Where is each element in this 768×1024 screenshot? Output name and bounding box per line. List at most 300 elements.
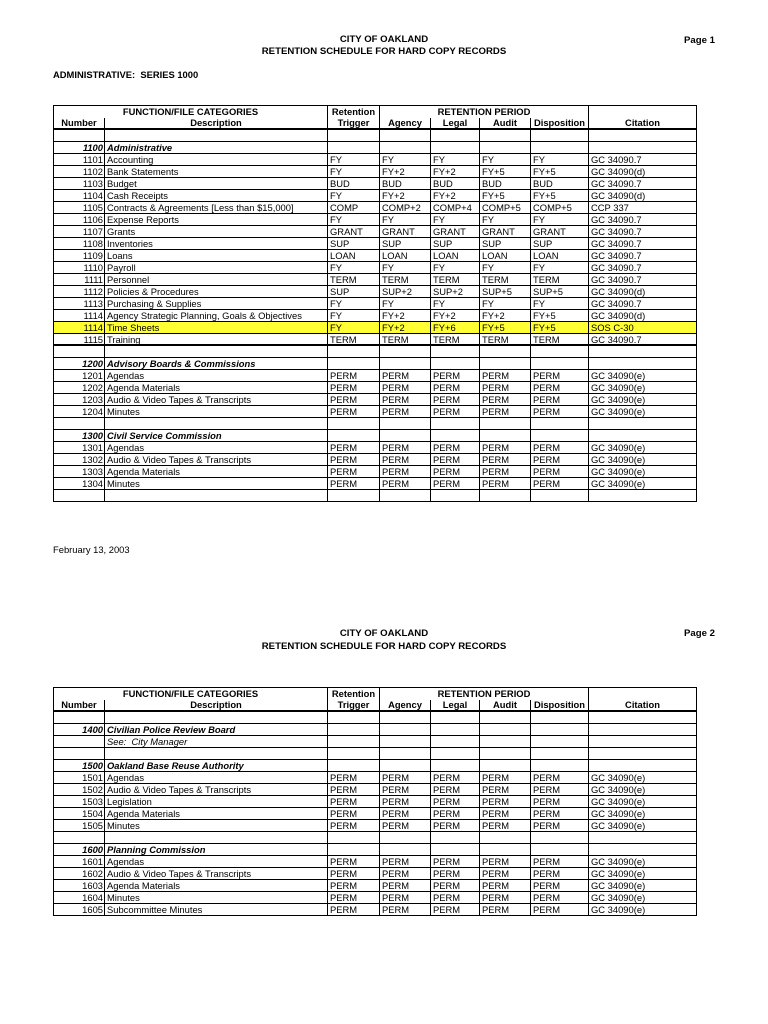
agency-cell: PERM [380,856,431,868]
record-row [54,784,697,796]
record-description: Audio & Video Tapes & Transcripts [105,394,328,406]
record-number: 1105 [54,202,105,214]
record-description: Agendas [105,856,328,868]
audit-cell: FY [480,262,531,274]
empty-cell [431,748,480,760]
audit-cell: GRANT [480,226,531,238]
empty-cell [531,844,589,856]
empty-cell [531,712,589,724]
trigger-cell: PERM [328,382,380,394]
empty-cell [431,430,480,442]
record-number: 1110 [54,262,105,274]
record-number: 1501 [54,772,105,784]
disposition-cell: PERM [531,904,589,916]
header-retention-period: RETENTION PERIOD [380,106,589,118]
audit-cell: FY+2 [480,310,531,322]
empty-cell [380,724,431,736]
empty-cell [431,736,480,748]
record-row [54,262,697,274]
empty-cell [431,724,480,736]
disposition-cell: PERM [531,892,589,904]
record-number: 1108 [54,238,105,250]
disposition-cell: TERM [531,274,589,286]
audit-cell: PERM [480,904,531,916]
record-description: Agenda Materials [105,808,328,820]
trigger-cell: TERM [328,334,380,346]
legal-cell: LOAN [431,250,480,262]
audit-cell: FY+5 [480,190,531,202]
header-row-columns [54,700,697,712]
citation-cell: GC 34090.7 [589,334,697,346]
empty-cell [589,358,697,370]
disposition-cell: PERM [531,454,589,466]
record-number: 1302 [54,454,105,466]
agency-cell: SUP [380,238,431,250]
legal-cell: SUP+2 [431,286,480,298]
record-description: Agenda Materials [105,880,328,892]
empty-cell [328,844,380,856]
disposition-cell: LOAN [531,250,589,262]
legal-cell: PERM [431,370,480,382]
trigger-cell: PERM [328,796,380,808]
legal-cell: FY+2 [431,310,480,322]
legal-cell: PERM [431,796,480,808]
empty-cell [328,712,380,724]
record-description: Accounting [105,154,328,166]
record-row [54,238,697,250]
record-row [54,382,697,394]
empty-cell [531,142,589,154]
header-retention: Retention [328,106,380,118]
header-function-file-categories: FUNCTION/FILE CATEGORIES [54,106,328,118]
trigger-cell: PERM [328,406,380,418]
empty-cell [54,130,105,142]
trigger-cell: FY [328,154,380,166]
citation-cell: GC 34090(e) [589,370,697,382]
empty-cell [480,346,531,358]
header-agency: Agency [380,118,431,130]
legal-cell: GRANT [431,226,480,238]
record-number: 1109 [54,250,105,262]
empty-cell [589,418,697,430]
disposition-cell: FY+5 [531,322,589,334]
legal-cell: SUP [431,238,480,250]
record-row [54,334,697,346]
empty-cell [54,490,105,502]
record-description: Cash Receipts [105,190,328,202]
trigger-cell: FY [328,262,380,274]
trigger-cell: FY [328,322,380,334]
trigger-cell: PERM [328,442,380,454]
empty-cell [105,490,328,502]
empty-cell [480,760,531,772]
section-code: 1200 [54,358,105,370]
blank-row [54,346,697,358]
citation-cell: SOS C-30 [589,322,697,334]
empty-cell [105,712,328,724]
section-title: Administrative [105,142,328,154]
disposition-cell: SUP+5 [531,286,589,298]
record-number: 1505 [54,820,105,832]
trigger-cell: PERM [328,904,380,916]
trigger-cell: PERM [328,880,380,892]
empty-cell [589,748,697,760]
agency-cell: PERM [380,478,431,490]
disposition-cell: GRANT [531,226,589,238]
citation-cell: GC 34090.7 [589,298,697,310]
header-citation: Citation [589,118,697,130]
legal-cell: PERM [431,892,480,904]
agency-cell: PERM [380,892,431,904]
citation-cell: GC 34090.7 [589,250,697,262]
record-description: Minutes [105,820,328,832]
audit-cell: PERM [480,868,531,880]
page-number: Page 1 [684,35,715,46]
audit-cell: PERM [480,406,531,418]
trigger-cell: PERM [328,892,380,904]
disposition-cell: FY [531,298,589,310]
section-row [54,430,697,442]
record-description: Personnel [105,274,328,286]
trigger-cell: FY [328,166,380,178]
disposition-cell: COMP+5 [531,202,589,214]
empty-cell [380,748,431,760]
citation-cell: GC 34090(e) [589,394,697,406]
record-description: Contracts & Agreements [Less than $15,000] [105,202,328,214]
audit-cell: PERM [480,820,531,832]
citation-cell: GC 34090(e) [589,382,697,394]
empty-cell [105,346,328,358]
empty-cell [589,712,697,724]
record-number: 1103 [54,178,105,190]
disposition-cell: PERM [531,772,589,784]
disposition-cell: PERM [531,370,589,382]
agency-cell: FY [380,154,431,166]
empty-cell [328,748,380,760]
empty-cell [431,490,480,502]
disposition-cell: FY [531,214,589,226]
record-description: Agenda Materials [105,466,328,478]
blank-row [54,130,697,142]
section-row [54,844,697,856]
blank-row [54,748,697,760]
disposition-cell: FY [531,154,589,166]
record-number: 1304 [54,478,105,490]
trigger-cell: PERM [328,478,380,490]
audit-cell: PERM [480,382,531,394]
empty-cell [380,430,431,442]
citation-cell: GC 34090.7 [589,214,697,226]
trigger-cell: FY [328,190,380,202]
series-label: ADMINISTRATIVE: SERIES 1000 [53,69,199,80]
section-note: See: City Manager [105,736,328,748]
empty-cell [328,430,380,442]
disposition-cell: BUD [531,178,589,190]
empty-cell [380,142,431,154]
record-description: Audio & Video Tapes & Transcripts [105,868,328,880]
record-number: 1503 [54,796,105,808]
section-code: 1500 [54,760,105,772]
record-row [54,772,697,784]
legal-cell: PERM [431,904,480,916]
citation-cell: GC 34090(e) [589,406,697,418]
section-code: 1300 [54,430,105,442]
audit-cell: PERM [480,466,531,478]
header-disposition: Disposition [531,700,589,712]
header-legal: Legal [431,118,480,130]
audit-cell: PERM [480,370,531,382]
record-number: 1601 [54,856,105,868]
record-row [54,166,697,178]
empty-cell [380,832,431,844]
record-number: 1202 [54,382,105,394]
record-row [54,820,697,832]
legal-cell: FY [431,262,480,274]
disposition-cell: PERM [531,382,589,394]
empty-cell [589,832,697,844]
header-audit: Audit [480,118,531,130]
section-code: 1400 [54,724,105,736]
trigger-cell: COMP [328,202,380,214]
record-number: 1504 [54,808,105,820]
empty-cell [431,418,480,430]
record-description: Policies & Procedures [105,286,328,298]
citation-cell: GC 34090.7 [589,154,697,166]
empty-cell [480,430,531,442]
audit-cell: SUP+5 [480,286,531,298]
empty-cell [431,130,480,142]
disposition-cell: PERM [531,784,589,796]
citation-cell: CCP 337 [589,202,697,214]
agency-cell: TERM [380,334,431,346]
audit-cell: TERM [480,274,531,286]
agency-cell: FY+2 [380,166,431,178]
empty-cell [531,358,589,370]
citation-cell: GC 34090(e) [589,466,697,478]
legal-cell: PERM [431,382,480,394]
empty-cell [589,490,697,502]
disposition-cell: FY+5 [531,190,589,202]
empty-cell [589,760,697,772]
note-row [54,736,697,748]
citation-cell: GC 34090(e) [589,796,697,808]
empty-cell [531,748,589,760]
empty-cell [431,760,480,772]
header-legal: Legal [431,700,480,712]
empty-cell [328,130,380,142]
record-description: Agendas [105,772,328,784]
agency-cell: PERM [380,394,431,406]
disposition-cell: PERM [531,394,589,406]
record-row [54,202,697,214]
empty-cell [531,130,589,142]
header-disposition: Disposition [531,118,589,130]
agency-cell: PERM [380,370,431,382]
record-number: 1602 [54,868,105,880]
agency-cell: LOAN [380,250,431,262]
header-row-group [54,106,697,118]
audit-cell: FY [480,298,531,310]
record-description: Budget [105,178,328,190]
header-citation-spacer [589,106,697,118]
record-row [54,250,697,262]
empty-cell [431,358,480,370]
record-row [54,226,697,238]
agency-cell: PERM [380,880,431,892]
empty-cell [105,418,328,430]
empty-cell [328,418,380,430]
citation-cell: GC 34090.7 [589,226,697,238]
agency-cell: GRANT [380,226,431,238]
empty-cell [54,736,105,748]
trigger-cell: PERM [328,856,380,868]
record-description: Time Sheets [105,322,328,334]
record-row [54,178,697,190]
empty-cell [54,346,105,358]
agency-cell: FY+2 [380,322,431,334]
citation-cell: GC 34090(e) [589,856,697,868]
citation-cell: GC 34090(e) [589,904,697,916]
record-row [54,796,697,808]
header-description: Description [105,700,328,712]
record-number: 1115 [54,334,105,346]
header-retention: Retention [328,688,380,700]
legal-cell: PERM [431,394,480,406]
audit-cell: FY+5 [480,322,531,334]
legal-cell: PERM [431,856,480,868]
empty-cell [589,430,697,442]
record-row [54,442,697,454]
citation-cell: GC 34090(e) [589,454,697,466]
agency-cell: PERM [380,772,431,784]
trigger-cell: FY [328,310,380,322]
header-function-file-categories: FUNCTION/FILE CATEGORIES [54,688,328,700]
record-description: Training [105,334,328,346]
empty-cell [480,724,531,736]
record-row [54,370,697,382]
trigger-cell: PERM [328,808,380,820]
section-title: Civil Service Commission [105,430,328,442]
record-description: Expense Reports [105,214,328,226]
agency-cell: FY+2 [380,190,431,202]
empty-cell [54,712,105,724]
legal-cell: PERM [431,442,480,454]
header-citation-spacer [589,688,697,700]
record-number: 1502 [54,784,105,796]
citation-cell: GC 34090.7 [589,274,697,286]
disposition-cell: PERM [531,406,589,418]
trigger-cell: PERM [328,394,380,406]
audit-cell: PERM [480,880,531,892]
record-description: Minutes [105,892,328,904]
empty-cell [54,748,105,760]
header-retention-period: RETENTION PERIOD [380,688,589,700]
trigger-cell: TERM [328,274,380,286]
section-row [54,724,697,736]
header-trigger: Trigger [328,700,380,712]
agency-cell: PERM [380,406,431,418]
record-number: 1107 [54,226,105,238]
empty-cell [531,430,589,442]
header-number: Number [54,700,105,712]
section-title: Oakland Base Reuse Authority [105,760,328,772]
empty-cell [380,844,431,856]
audit-cell: PERM [480,892,531,904]
citation-cell: GC 34090(e) [589,784,697,796]
audit-cell: PERM [480,808,531,820]
record-number: 1604 [54,892,105,904]
section-row [54,358,697,370]
empty-cell [380,418,431,430]
empty-cell [589,844,697,856]
empty-cell [531,346,589,358]
citation-cell: GC 34090(e) [589,442,697,454]
legal-cell: PERM [431,868,480,880]
record-number: 1603 [54,880,105,892]
audit-cell: PERM [480,772,531,784]
retention-table [53,105,697,502]
header-citation: Citation [589,700,697,712]
empty-cell [328,346,380,358]
empty-cell [380,358,431,370]
legal-cell: FY [431,298,480,310]
empty-cell [531,724,589,736]
empty-cell [328,760,380,772]
record-description: Agendas [105,442,328,454]
trigger-cell: FY [328,298,380,310]
record-description: Subcommittee Minutes [105,904,328,916]
section-code: 1600 [54,844,105,856]
disposition-cell: PERM [531,442,589,454]
disposition-cell: PERM [531,856,589,868]
record-row [54,274,697,286]
record-number: 1605 [54,904,105,916]
agency-cell: PERM [380,454,431,466]
header-audit: Audit [480,700,531,712]
disposition-cell: PERM [531,808,589,820]
agency-cell: PERM [380,466,431,478]
legal-cell: PERM [431,478,480,490]
audit-cell: FY [480,214,531,226]
record-description: Agendas [105,370,328,382]
section-title: Advisory Boards & Commissions [105,358,328,370]
empty-cell [480,844,531,856]
empty-cell [589,736,697,748]
empty-cell [328,736,380,748]
record-description: Agency Strategic Planning, Goals & Objectives [105,310,328,322]
record-row [54,214,697,226]
agency-cell: PERM [380,904,431,916]
trigger-cell: BUD [328,178,380,190]
record-number: 1114 [54,310,105,322]
empty-cell [328,490,380,502]
legal-cell: PERM [431,808,480,820]
empty-cell [380,490,431,502]
document-title: RETENTION SCHEDULE FOR HARD COPY RECORDS [261,641,507,652]
citation-cell: GC 34090.7 [589,238,697,250]
record-description: Audio & Video Tapes & Transcripts [105,784,328,796]
audit-cell: PERM [480,442,531,454]
empty-cell [380,130,431,142]
agency-cell: FY+2 [380,310,431,322]
audit-cell: FY+5 [480,166,531,178]
legal-cell: PERM [431,454,480,466]
agency-cell: PERM [380,382,431,394]
retention-table [53,687,697,916]
empty-cell [531,832,589,844]
record-row [54,808,697,820]
record-number: 1303 [54,466,105,478]
